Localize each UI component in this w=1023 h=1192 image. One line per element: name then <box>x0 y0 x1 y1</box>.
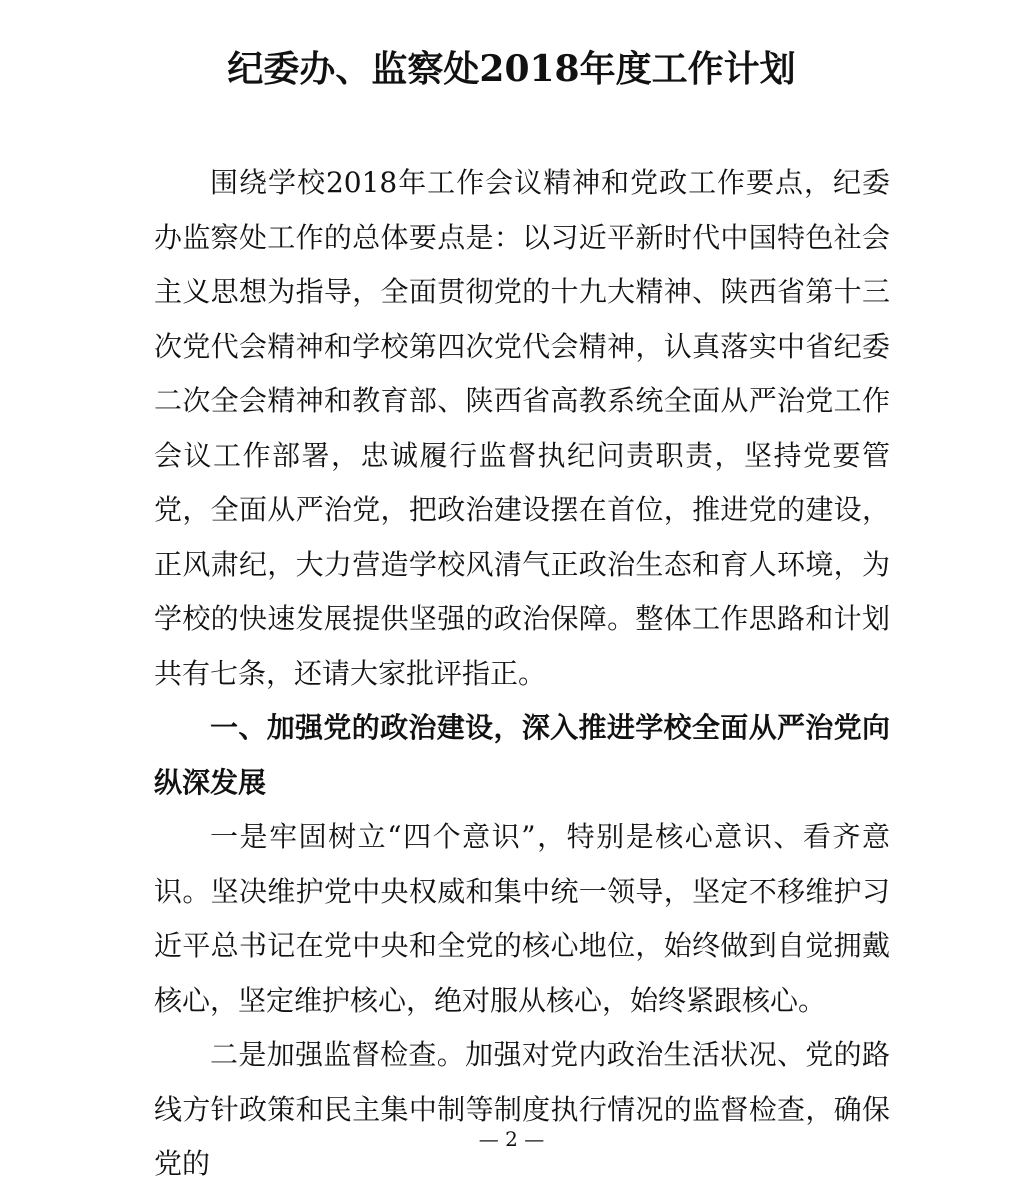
document-body <box>154 156 890 1192</box>
section-heading-1: 一、加强党的政治建设，深入推进学校全面从严治党向纵深发展 <box>154 711 890 799</box>
intro-paragraph: 围绕学校2018年工作会议精神和党政工作要点，纪委办监察处工作的总体要点是：以习近平新时代中国特色社会主义思想为指导，全面贯彻党的十九大精神、陕西省第十三次党代会精神和学校第四次党代会精神，认真落实中省纪委二次全会精神和教育部、陕西省高教系统全面从严治党工作会议工作部署，忠诚履行监督执纪问责职责，坚持党要管党，全面从严治党，把政治建设摆在首位，推进党的建设，正风肃纪，大力营造学校风清气正政治生态和育人环境，为学校的快速发展提供坚强的政治保障。整体工作思路和计划共有七条，还请大家批评指正。 <box>154 166 890 690</box>
point-paragraph-1: 一是牢固树立“四个意识”，特别是核心意识、看齐意识。坚决维护党中央权威和集中统一领导，坚定不移维护习近平总书记在党中央和全党的核心地位，始终做到自觉拥戴核心，坚定维护核心，绝对服从核心，始终紧跟核心。 <box>154 820 890 1017</box>
point-paragraph-2: 二是加强监督检查。加强对党内政治生活状况、党的路线方针政策和民主集中制等制度执行情况的监督检查，确保党的 <box>154 1038 890 1180</box>
document-title: 纪委办、监察处2018年度工作计划 <box>227 48 796 90</box>
page-number: — 2 — <box>478 1127 545 1151</box>
